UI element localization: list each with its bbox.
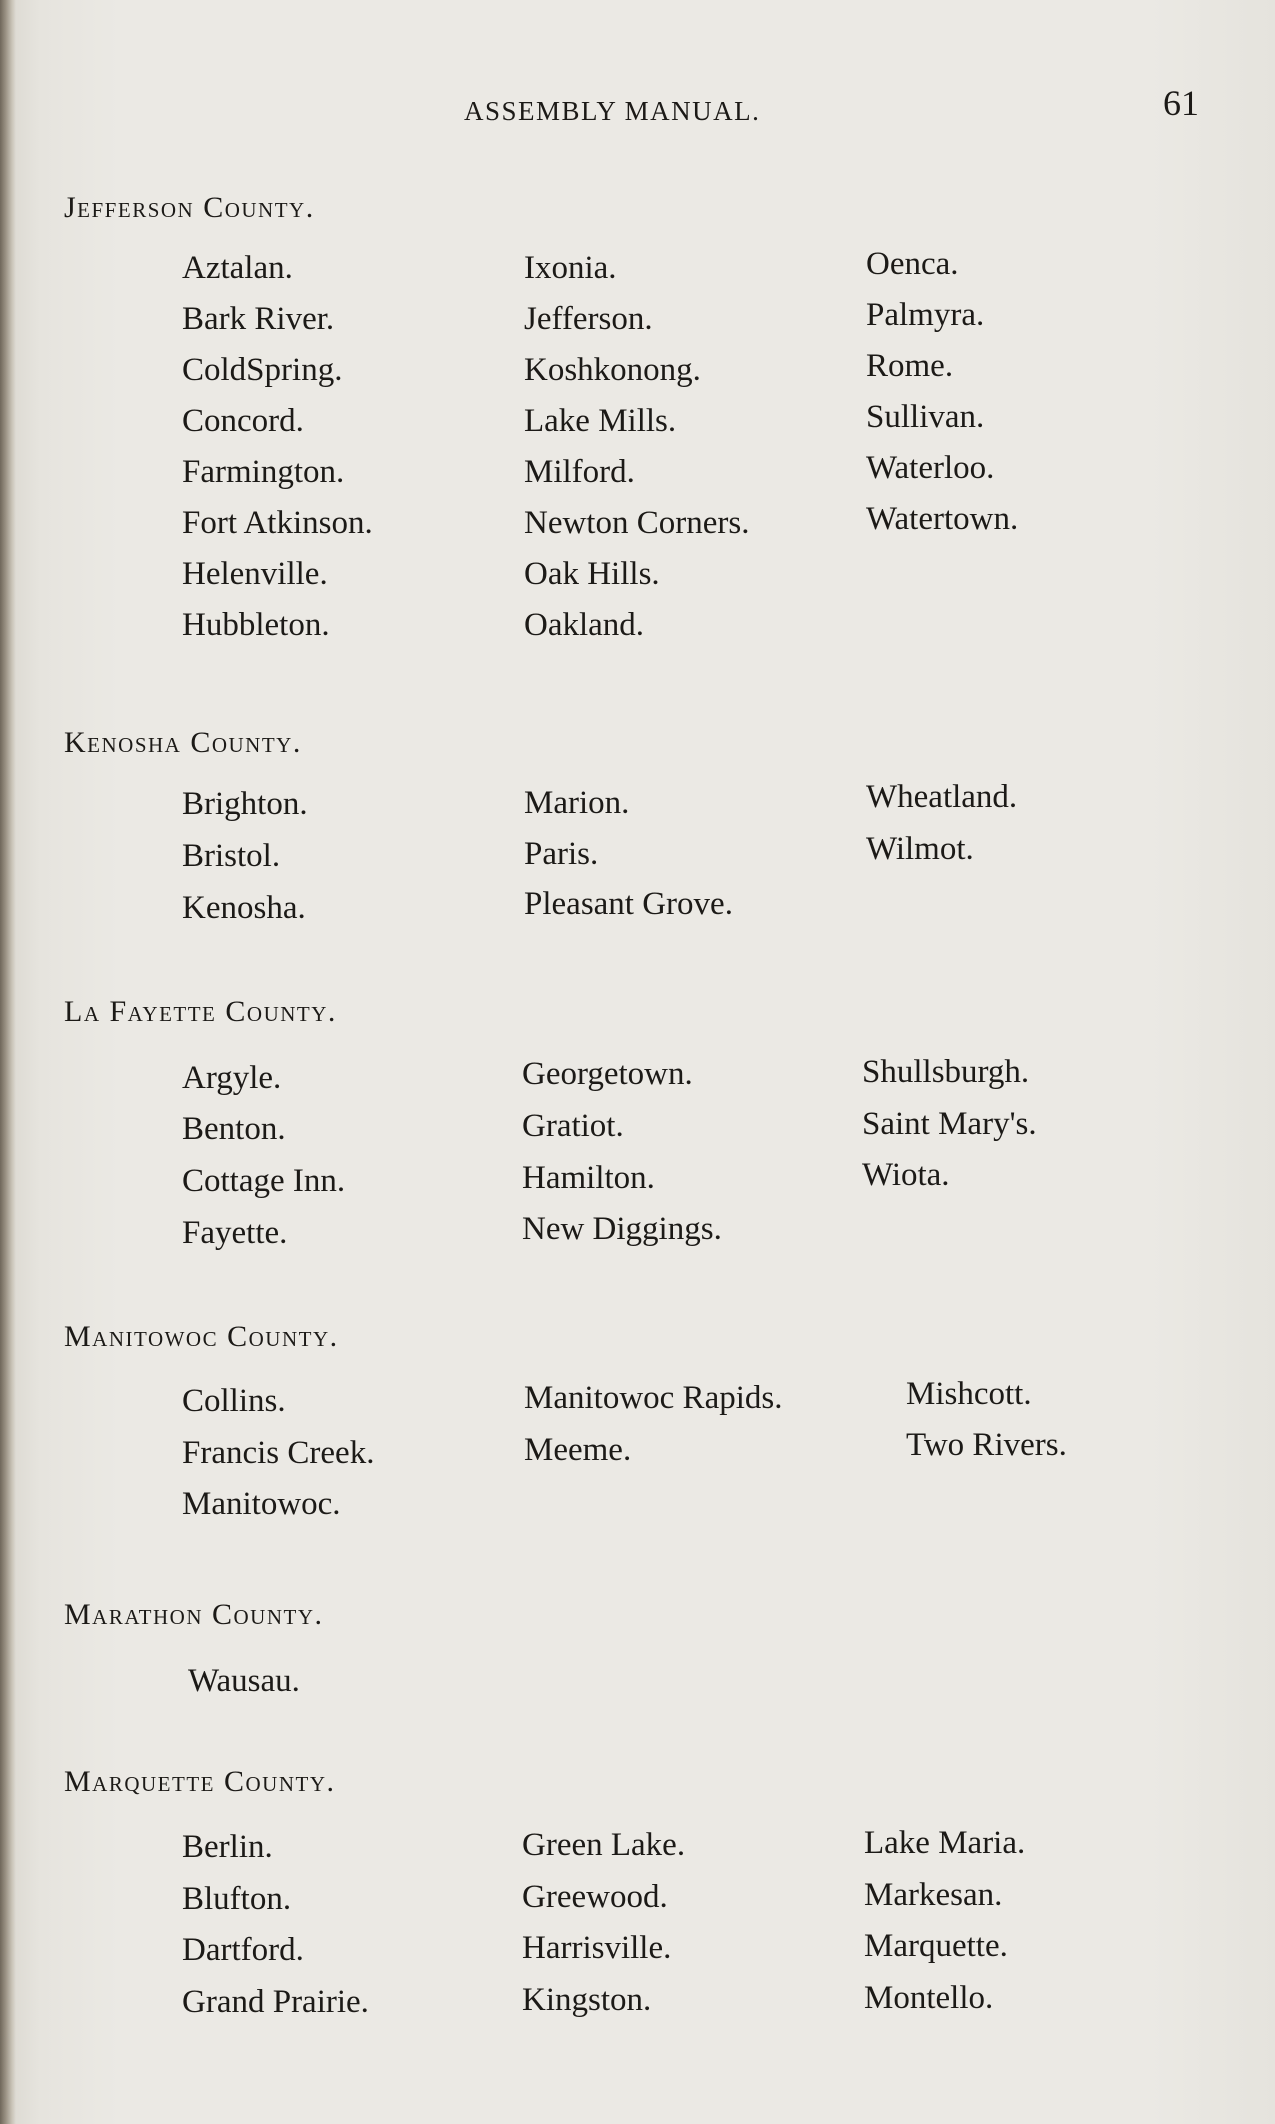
place-name: Blufton. <box>182 1881 292 1917</box>
place-name: Sullivan. <box>866 399 985 435</box>
place-name: Dartford. <box>182 1932 304 1968</box>
place-name: Berlin. <box>182 1829 273 1865</box>
place-name: Benton. <box>182 1111 286 1147</box>
place-name: Grand Prairie. <box>182 1984 369 2020</box>
place-name: Bark River. <box>182 301 335 337</box>
place-name: Mishcott. <box>906 1376 1032 1412</box>
place-name: Gratiot. <box>522 1108 624 1144</box>
place-name: Montello. <box>864 1980 994 2016</box>
place-name: Farmington. <box>182 454 345 490</box>
place-name: Brighton. <box>182 786 308 822</box>
place-name: Newton Corners. <box>524 505 750 541</box>
place-name: Fayette. <box>182 1215 288 1251</box>
place-name: Wiota. <box>862 1157 950 1193</box>
place-name: Saint Mary's. <box>862 1106 1037 1142</box>
place-name: New Diggings. <box>522 1211 722 1247</box>
place-name: Two Rivers. <box>906 1427 1067 1463</box>
place-name: Wheatland. <box>866 779 1018 815</box>
place-name: Green Lake. <box>522 1827 686 1863</box>
place-name: Pleasant Grove. <box>524 886 733 922</box>
county-heading-la-fayette: La Fayette County. <box>64 995 337 1028</box>
place-name: Shullsburgh. <box>862 1054 1030 1090</box>
county-heading-jefferson: Jefferson County. <box>64 191 315 224</box>
place-name: Kingston. <box>522 1982 652 2018</box>
place-name: Marion. <box>524 785 630 821</box>
place-name: Marquette. <box>864 1928 1008 1964</box>
place-name: Manitowoc Rapids. <box>524 1380 783 1416</box>
place-name: Georgetown. <box>522 1056 693 1092</box>
county-heading-marquette: Marquette County. <box>64 1765 336 1798</box>
place-name: Lake Mills. <box>524 403 677 439</box>
place-name: Cottage Inn. <box>182 1163 346 1199</box>
place-name: Francis Creek. <box>182 1435 375 1471</box>
place-name: Greewood. <box>522 1879 668 1915</box>
place-name: Watertown. <box>866 501 1019 537</box>
place-name: Jefferson. <box>524 301 653 337</box>
place-name: Rome. <box>866 348 954 384</box>
place-name: Oakland. <box>524 607 645 643</box>
place-name: Ixonia. <box>524 250 617 286</box>
place-name: Wilmot. <box>866 831 974 867</box>
place-name: Meeme. <box>524 1432 632 1468</box>
book-spine-shadow <box>0 0 16 2124</box>
place-name: Harrisville. <box>522 1930 672 1966</box>
place-name: ColdSpring. <box>182 352 343 388</box>
place-name: Concord. <box>182 403 304 439</box>
place-name: Milford. <box>524 454 635 490</box>
place-name: Bristol. <box>182 838 281 874</box>
place-name: Lake Maria. <box>864 1825 1026 1861</box>
place-name: Hubbleton. <box>182 607 330 643</box>
place-name: Markesan. <box>864 1877 1003 1913</box>
place-name: Oenca. <box>866 246 959 282</box>
place-name: Manitowoc. <box>182 1486 341 1522</box>
place-name: Hamilton. <box>522 1160 655 1196</box>
place-name: Waterloo. <box>866 450 995 486</box>
page-number: 61 <box>1163 83 1199 123</box>
place-name: Collins. <box>182 1383 286 1419</box>
place-name: Oak Hills. <box>524 556 660 592</box>
place-name: Helenville. <box>182 556 328 592</box>
place-name: Aztalan. <box>182 250 293 286</box>
place-name: Paris. <box>524 836 599 872</box>
place-name: Argyle. <box>182 1060 282 1096</box>
place-name: Fort Atkinson. <box>182 505 373 541</box>
running-header-title: ASSEMBLY MANUAL. <box>464 96 761 126</box>
county-heading-manitowoc: Manitowoc County. <box>64 1320 339 1353</box>
county-heading-kenosha: Kenosha County. <box>64 726 302 759</box>
place-name: Koshkonong. <box>524 352 701 388</box>
place-name: Palmyra. <box>866 297 985 333</box>
county-heading-marathon: Marathon County. <box>64 1598 324 1631</box>
place-name: Wausau. <box>188 1663 300 1699</box>
place-name: Kenosha. <box>182 890 306 926</box>
